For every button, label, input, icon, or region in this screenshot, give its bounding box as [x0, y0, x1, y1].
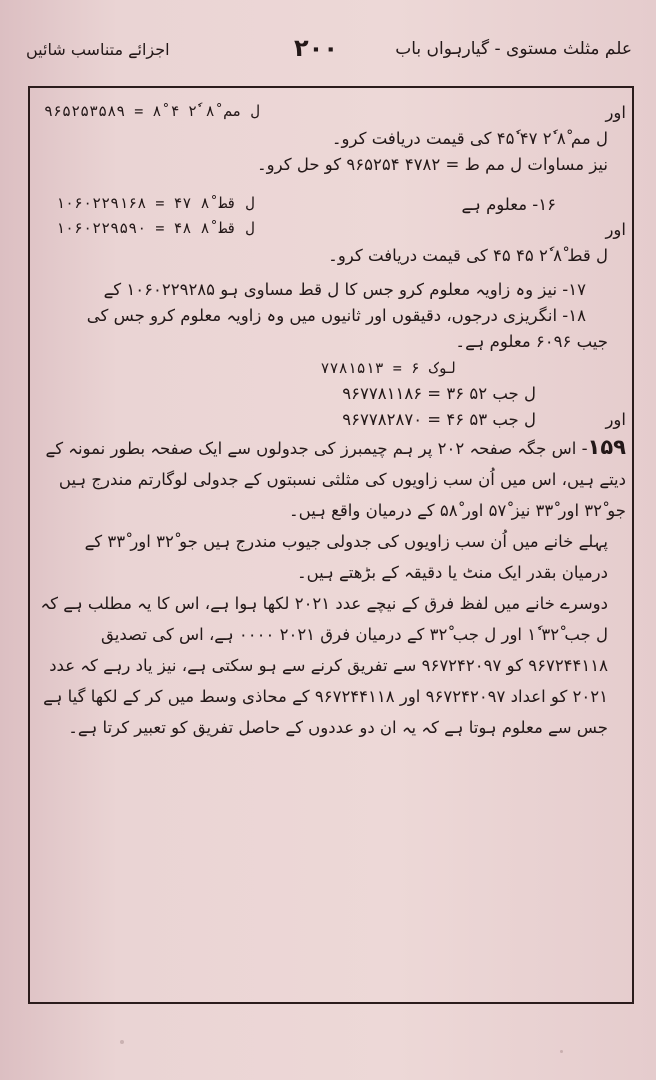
- equation: ل جب ۵۲ ۳۶ = ۹۶۷۷۸۱۱۸۶: [342, 383, 536, 403]
- paragraph-first-column: پہلے خانے میں اُن سب زاویوں کی جدولی جیوب مندرج ہیں جو ۳۲ْ اور ۳۳ْ کے درمیان بقدر ایک منٹ یا دقیقہ کے بڑھتے ہیں۔: [84, 532, 608, 583]
- sine-line-11: [36, 381, 626, 407]
- page-content: [36, 100, 626, 743]
- equation: ل جب ۵۳ ۴۶ = ۹۶۷۷۸۲۸۷۰: [342, 409, 536, 429]
- log-line-10: [36, 355, 626, 381]
- or-label: اور: [605, 409, 626, 429]
- page-number: ۲۰۰: [294, 34, 338, 62]
- sine-line-12: [36, 407, 626, 433]
- text-line-9: جیب ۶۰۹۶ معلوم ہے۔: [455, 331, 608, 351]
- problem-17: ۱۷- نیز وہ زاویہ معلوم کرو جس کا ل قط مساوی ہو ۱۰۶۰۲۲۹۲۸۵ کے: [103, 279, 586, 299]
- text-line-3: نیز مساوات ل مم ط = ۴۷۸۲ ۹۶۵۲۵۴ کو حل کرو۔: [256, 154, 608, 174]
- or-label: اور: [605, 103, 626, 122]
- article-number: ۱۵۹: [587, 435, 626, 460]
- equation: لوک ۶ = ۷۷۸۱۵۱۳: [320, 358, 456, 377]
- section-title: اجزائے متناسب شائیں: [26, 40, 170, 59]
- text-line-6: ل قط ۸ْ ۲ٗ ۴۵ ۴۵ کی قیمت دریافت کرو۔: [328, 245, 608, 265]
- paper-speck: [120, 1040, 124, 1044]
- text-line-2: ل مم ۸ْ ۲ٗ ۴۷ ۴۵ٗ کی قیمت دریافت کرو۔: [331, 128, 608, 148]
- paragraph-second-column: دوسرے خانے میں لفظ فرق کے نیچے عدد ۲۰۲۱ لکھا ہوا ہے، اس کا یہ مطلب ہے کہ ل جب ۳۲ْ ۱ٗ اور ل جب ۳۲ْ کے درمیان فرق ۲۰۲۱ ۰۰۰۰ ہے، اس کی تصدیق ۹۶۷۲۴۴۱۱۸ کو ۹۶۷۲۴۲۰۹۷ سے تفریق کرنے سے ہو سکتی ہے، نیز یاد رہے کہ عدد ۲۰۲۱ کو اعداد ۹۶۷۲۴۲۰۹۷ اور ۹۶۷۲۴۴۱۱۸ کے محاذی وسط میں کر کے لکھا گیا ہے جس سے معلوم ہوتا ہے کہ یہ ان دو عددوں کے حاصل تفریق کو تعبیر کرتا ہے۔: [40, 594, 608, 738]
- problem-18: ۱۸- انگریزی درجوں، دقیقوں اور ثانیوں میں وہ زاویہ معلوم کرو جس کی: [86, 305, 586, 325]
- equation-line-1: [36, 100, 626, 126]
- chapter-title: علم مثلث مستوی - گیارہواں باب: [395, 39, 632, 59]
- equation: ل مم ۸ْ ۲ٗ ۴ ۸ْ = ۹۶۵۲۵۳۵۸۹: [44, 102, 260, 120]
- equation-line-5: [36, 217, 626, 243]
- equation-line-4: [36, 192, 626, 218]
- equation: ل قط ۸ْ ۴۷ = ۱۰۶۰۲۲۹۱۶۸: [56, 193, 255, 212]
- article-159: [36, 432, 626, 526]
- article-text: - اس جگہ صفحہ ۲۰۲ پر ہم چیمبرز کی جدولوں سے ایک صفحہ بطور نمونہ کے دیتے ہیں، اس میں اُن سب زاویوں کی مثلثی نسبتوں کے جدولی لوگارتم مندرج ہیں جو ۳۲ْ اور ۳۳ْ نیز ۵۷ْ اور ۵۸ْ کے درمیان واقع ہیں۔: [45, 439, 626, 521]
- page-header: [0, 0, 656, 80]
- or-label: اور: [605, 220, 626, 240]
- paper-speck: [560, 1050, 563, 1053]
- equation: ل قط ۸ْ ۴۸ = ۱۰۶۰۲۲۹۵۹۰: [56, 219, 255, 238]
- problem-16-label: ۱۶- معلوم ہے: [461, 194, 556, 214]
